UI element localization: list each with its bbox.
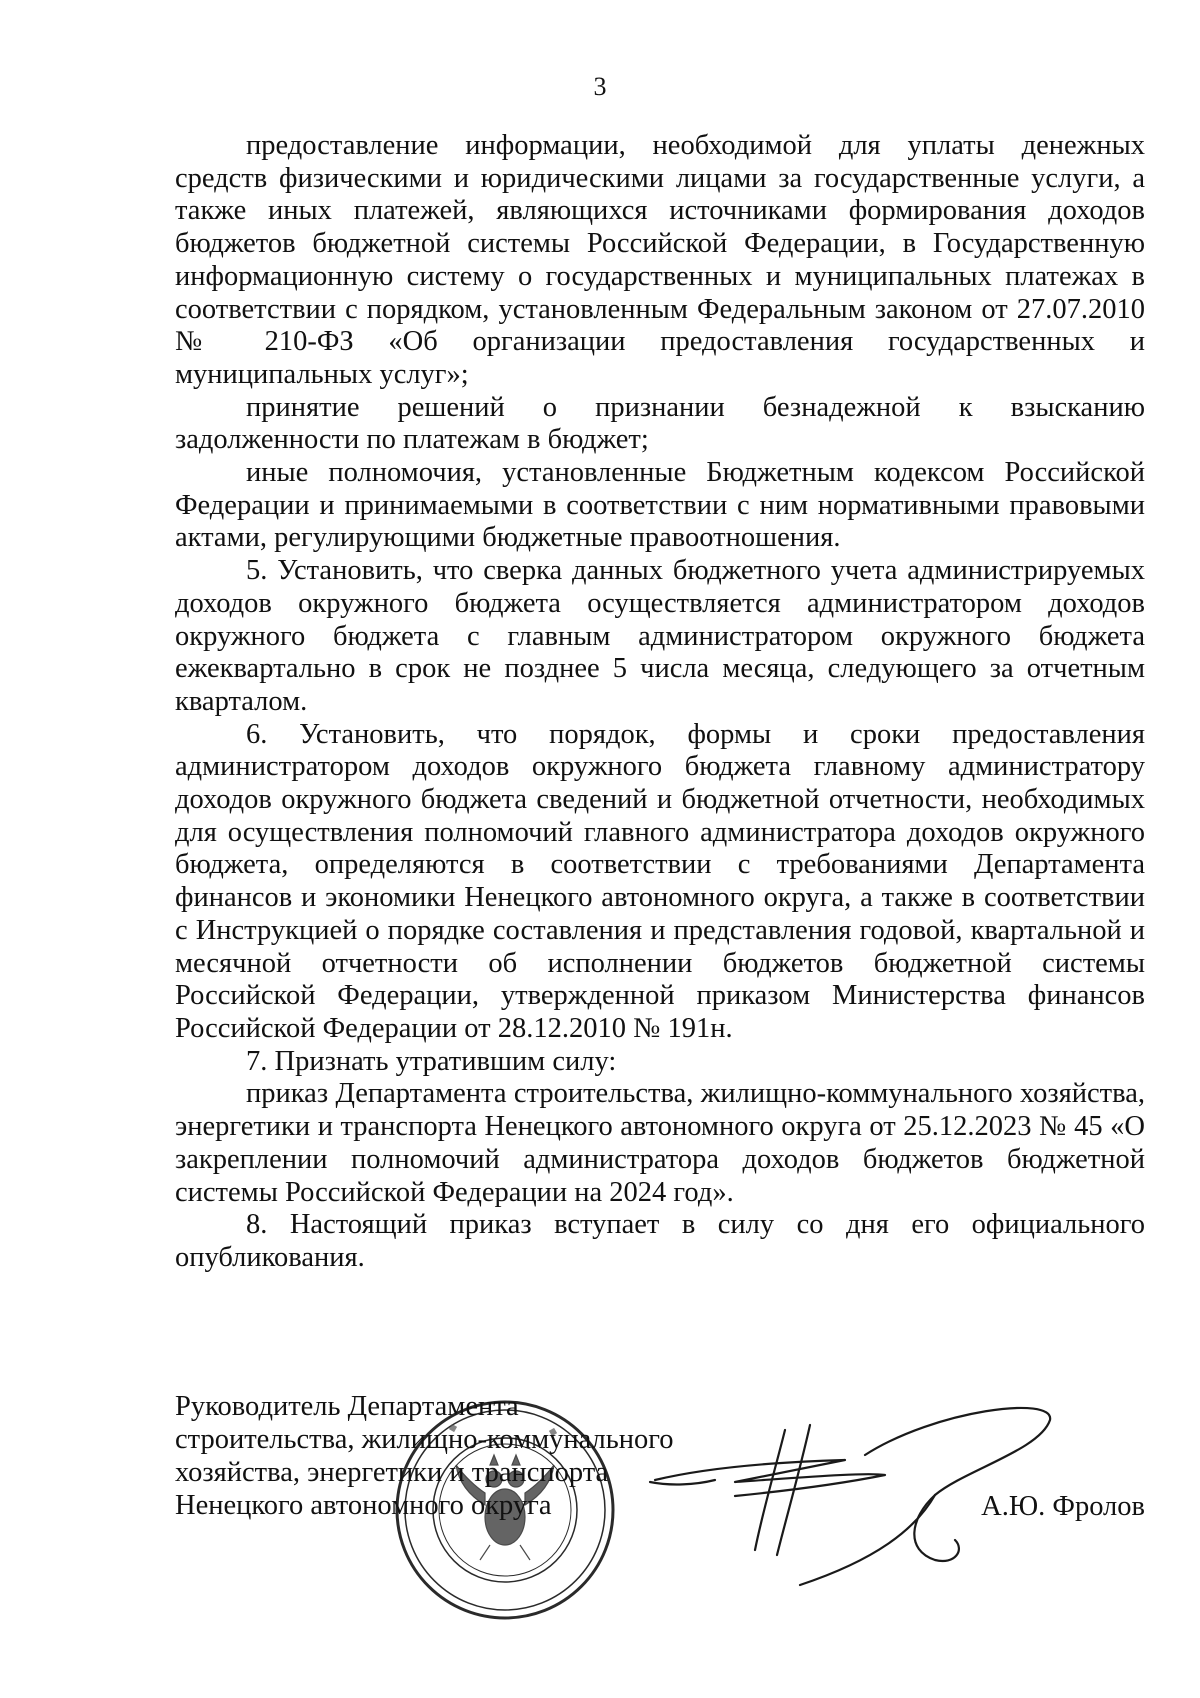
paragraph-other-powers: иные полномочия, установленные Бюджетным кодексом Российской Федерации и принимаемыми в соответствии с ним нормативными правовыми актами, регулирующими бюджетные правоотношения. bbox=[175, 457, 1145, 554]
signatory-position bbox=[175, 1390, 674, 1522]
signatory-position-line: хозяйства, энергетики и транспорта bbox=[175, 1457, 609, 1488]
paragraph-item-8: 8. Настоящий приказ вступает в силу со дня его официального опубликования. bbox=[175, 1209, 1145, 1273]
signature-block bbox=[175, 1390, 1145, 1650]
paragraph-item-5: 5. Установить, что сверка данных бюджетного учета администрируемых доходов окружного бюджета осуществляется администратором доходов окружного бюджета с главным администратором окружного бюджета ежеквартально в срок не позднее 5 числа месяца, следующего за отчетным кварталом. bbox=[175, 555, 1145, 717]
paragraph-item-7: 7. Признать утратившим силу: bbox=[246, 1045, 617, 1077]
document-body bbox=[175, 130, 1145, 1275]
signatory-position-line: строительства, жилищно-коммунального bbox=[175, 1424, 674, 1455]
paragraph-item-6: 6. Установить, что порядок, формы и сроки предоставления администратором доходов окружного бюджета главному администратору доходов окружного бюджета сведений и бюджетной отчетности, необходимых для осуществления полномочий главного администратора доходов окружного бюджета, определяются в соответствии с требованиями Департамента финансов и экономики Ненецкого автономного округа, а также в соответствии с Инструкцией о порядке составления и представления годовой, квартальной и месячной отчетности об исполнении бюджетов бюджетной системы Российской Федерации, утвержденной приказом Министерства финансов Российской Федерации от 28.12.2010 № 191н. bbox=[175, 718, 1145, 1044]
signatory-position-line: Ненецкого автономного округа bbox=[175, 1490, 552, 1521]
paragraph-bad-debt: принятие решений о признании безнадежной к взысканию задолженности по платежам в бюджет; bbox=[175, 391, 1145, 456]
signatory-name: А.Ю. Фролов bbox=[981, 1491, 1145, 1522]
paragraph-repealed-order: приказ Департамента строительства, жилищно-коммунального хозяйства, энергетики и транспорта Ненецкого автономного округа от 25.12.2023 № 45 «О закреплении полномочий администратора доходов бюджетов бюджетной системы Российской Федерации на 2024 год». bbox=[175, 1078, 1145, 1208]
paragraph-payment-info: предоставление информации, необходимой для уплаты денежных средств физическими и юридическими лицами за государственные услуги, а также иных платежей, являющихся источниками формирования доходов бюджетов бюджетной системы Российской Федерации, в Государственную информационную систему о государственных и муниципальных платежах в соответствии с порядком, установленным Федеральным законом от 27.07.2010 № 210-ФЗ «Об организации предоставления государственных и муниципальных услуг»; bbox=[175, 130, 1145, 390]
page-number: 3 bbox=[593, 72, 607, 101]
signatory-position-line: Руководитель Департамента bbox=[175, 1391, 519, 1422]
